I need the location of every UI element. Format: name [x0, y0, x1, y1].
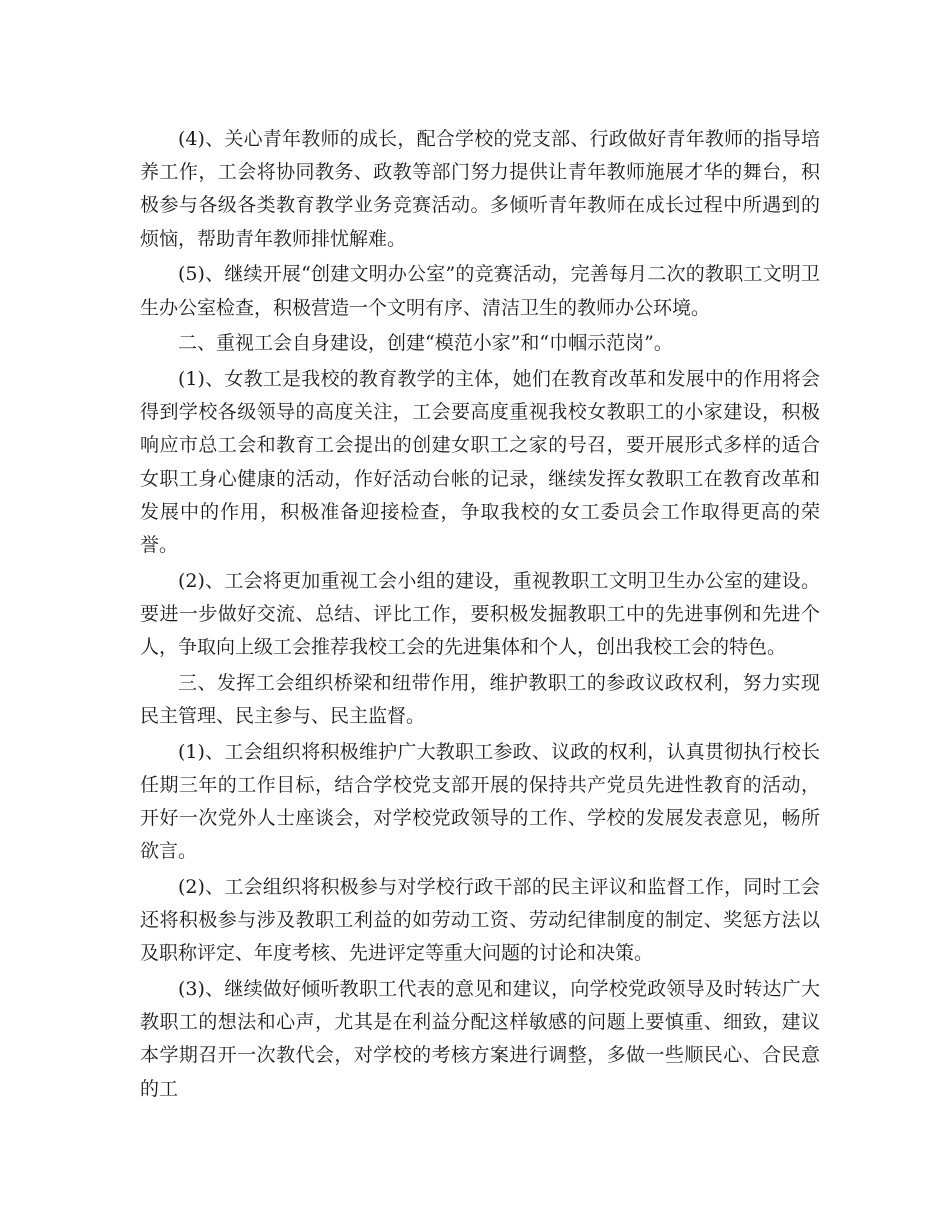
section-heading-2: 二、重视工会自身建设，创建“模范小家”和“巾帼示范岗”。: [178, 332, 673, 355]
paragraph-item-3: (3)、继续做好倾听教职工代表的意见和建议，向学校党政领导及时转达广大教职工的想法和心声，尤其是在利益分配这样敏感的问题上要慎重、细致，建议本学期召开一次教代会，对学校的考核方案进行调整，多做一些顺民心、合民意的工: [140, 978, 820, 1100]
paragraph-item-2: (2)、工会将更加重视工会小组的建设，重视教职工文明卫生办公室的建设。要进一步做好交流、总结、评比工作，要积极发掘教职工中的先进事例和先进个人，争取向上级工会推荐我校工会的先进集体和个人，创出我校工会的特色。: [140, 569, 820, 659]
paragraph-item-5: (5)、继续开展“创建文明办公室”的竞赛活动，完善每月二次的教职工文明卫生办公室检查，积极营造一个文明有序、清洁卫生的教师办公环境。: [140, 263, 820, 319]
paragraph-item-1: (1)、工会组织将积极维护广大教职工参政、议政的权利，认真贯彻执行校长任期三年的工作目标，结合学校党支部开展的保持共产党员先进性教育的活动，开好一次党外人士座谈会，对学校党政领导的工作、学校的发展发表意见，畅所欲言。: [140, 740, 820, 863]
document-body: [140, 123, 820, 1108]
paragraph-item-1: (1)、女教工是我校的教育教学的主体，她们在教育改革和发展中的作用将会得到学校各级领导的高度关注，工会要高度重视我校女教职工的小家建设，积极响应市总工会和教育工会提出的创建女职工之家的号召，要开展形式多样的适合女职工身心健康的活动，作好活动台帐的记录，继续发挥女教职工在教育改革和发展中的作用，积极准备迎接检查，争取我校的女工委员会工作取得更高的荣誉。: [140, 367, 820, 556]
section-heading-3: 三、发挥工会组织桥梁和纽带作用，维护教职工的参政议政权利，努力实现民主管理、民主参与、民主监督。: [140, 671, 820, 727]
paragraph-item-2: (2)、工会组织将积极参与对学校行政干部的民主评议和监督工作，同时工会还将积极参与涉及教职工利益的如劳动工资、劳动纪律制度的制定、奖惩方法以及职称评定、年度考核、先进评定等重大问题的讨论和决策。: [140, 875, 820, 965]
paragraph-item-4: (4)、关心青年教师的成长，配合学校的党支部、行政做好青年教师的指导培养工作，工会将协同教务、政教等部门努力提供让青年教师施展才华的舞台，积极参与各级各类教育教学业务竞赛活动。多倾听青年教师在成长过程中所遇到的烦恼，帮助青年教师排忧解难。: [140, 128, 820, 250]
